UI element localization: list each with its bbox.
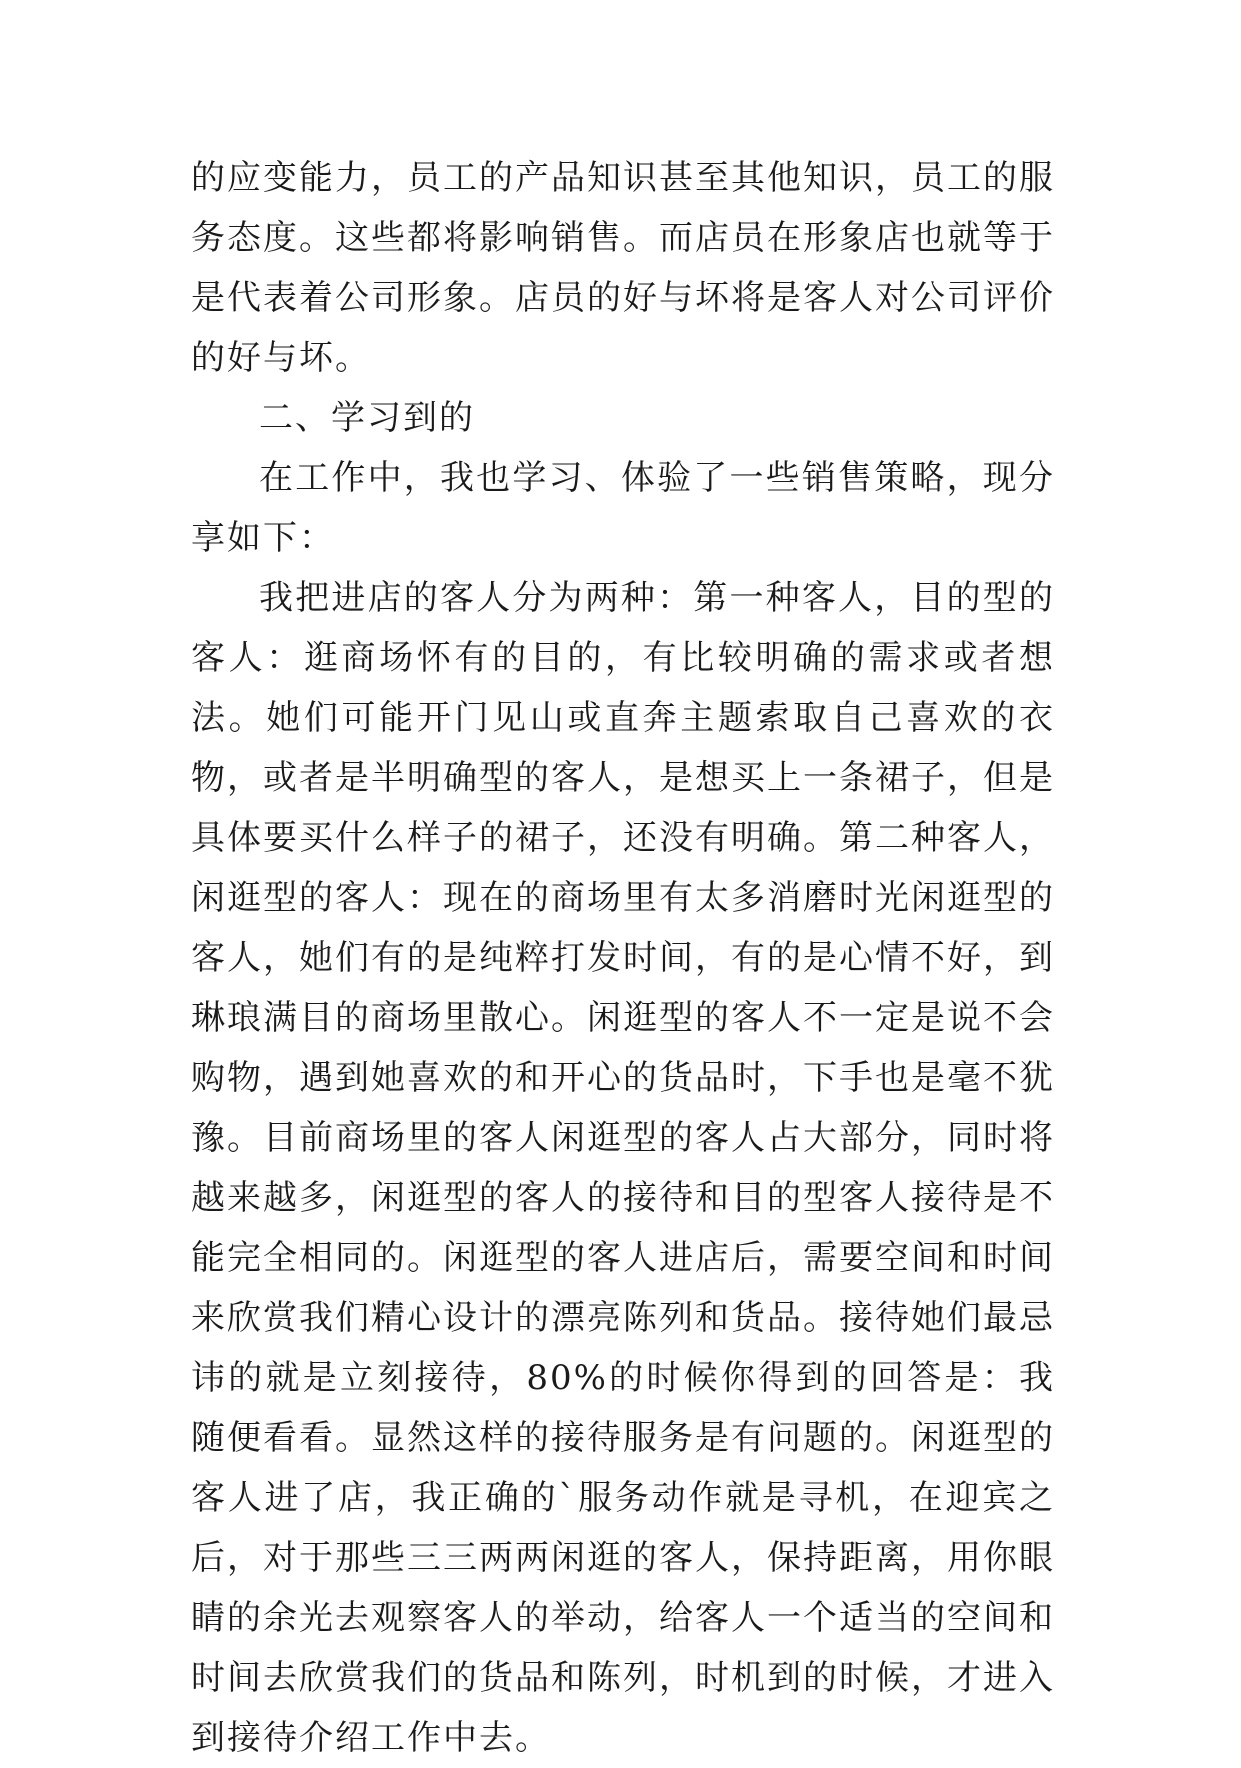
- paragraph-continuation: 的应变能力，员工的产品知识甚至其他知识，员工的服务态度。这些都将影响销售。而店员在形象店也就等于是代表着公司形象。店员的好与坏将是客人对公司评价的好与坏。: [191, 158, 1055, 378]
- paragraph-intro: 在工作中，我也学习、体验了一些销售策略，现分享如下：: [191, 458, 1055, 558]
- section-heading: 二、学习到的: [259, 398, 475, 438]
- paragraph-customer-types: 我把进店的客人分为两种：第一种客人，目的型的客人：逛商场怀有的目的，有比较明确的需求或者想法。她们可能开门见山或直奔主题索取自己喜欢的衣物，或者是半明确型的客人，是想买上一条裙子，但是具体要买什么样子的裙子，还没有明确。第二种客人，闲逛型的客人：现在的商场里有太多消磨时光闲逛型的客人，她们有的是纯粹打发时间，有的是心情不好，到琳琅满目的商场里散心。闲逛型的客人不一定是说不会购物，遇到她喜欢的和开心的货品时，下手也是毫不犹豫。目前商场里的客人闲逛型的客人占大部分，同时将越来越多，闲逛型的客人的接待和目的型客人接待是不能完全相同的。闲逛型的客人进店后，需要空间和时间来欣赏我们精心设计的漂亮陈列和货品。接待她们最忌讳的就是立刻接待，80%的时候你得到的回答是：我随便看看。显然这样的接待服务是有问题的。闲逛型的客人进了店，我正确的`服务动作就是寻机，在迎宾之后，对于那些三三两两闲逛的客人，保持距离，用你眼睛的余光去观察客人的举动，给客人一个适当的空间和时间去欣赏我们的货品和陈列，时机到的时候，才进入到接待介绍工作中去。: [191, 578, 1055, 1758]
- document-body: [191, 148, 1055, 1768]
